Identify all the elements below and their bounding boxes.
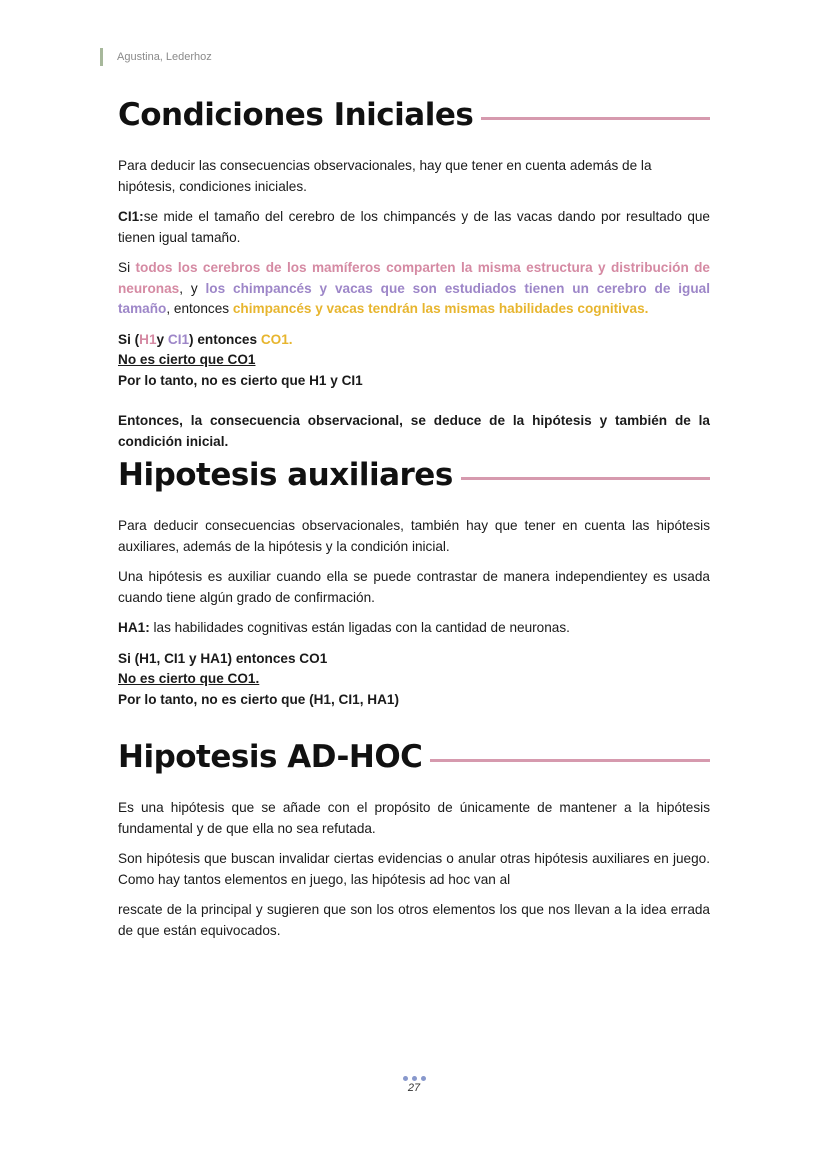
section-conclusion: Entonces, la consecuencia observacional, se deduce de la hipótesis y también de la condición inicial. bbox=[118, 413, 710, 449]
paragraph: Son hipótesis que buscan invalidar ciertas evidencias o anular otras hipótesis auxiliares en juego. Como hay tantos elementos en juego, las hipótesis ad hoc van al bbox=[118, 851, 710, 887]
colored-statement bbox=[118, 258, 710, 320]
dot bbox=[403, 1076, 408, 1081]
header-accent-bar bbox=[100, 48, 103, 66]
hypothesis-text: todos los cerebros de los mamíferos comparten la misma estructura y distribución de neuronas bbox=[118, 260, 710, 296]
section-divider bbox=[461, 477, 710, 480]
ci1-text: se mide el tamaño del cerebro de los chimpancés y de las vacas dando por resultado que tienen igual tamaño. bbox=[118, 209, 710, 245]
formula-line: Si (H1, CI1 y HA1) entonces CO1 bbox=[118, 650, 328, 666]
section-heading-adhoc bbox=[118, 740, 710, 774]
document-content bbox=[118, 98, 710, 941]
paragraph: Es una hipótesis que se añade con el propósito de únicamente de mantener a la hipótesis fundamental y de que ella no sea refutada. bbox=[118, 800, 710, 836]
ha1-label: HA1: bbox=[118, 620, 150, 636]
section-title: Hipotesis auxiliares bbox=[118, 457, 453, 494]
paragraph: Para deducir las consecuencias observacionales, hay que tener en cuenta además de la hipótesis, condiciones iniciales. bbox=[118, 158, 652, 194]
author-name: Agustina, Lederhoz bbox=[117, 51, 212, 63]
formula-negation: No es cierto que CO1 bbox=[118, 352, 256, 368]
section-heading-auxiliares bbox=[118, 458, 710, 492]
consequence-text: chimpancés y vacas tendrán las mismas habilidades cognitivas. bbox=[232, 301, 649, 317]
formula-h1: H1 bbox=[139, 331, 157, 347]
section-divider bbox=[481, 117, 710, 120]
page-footer bbox=[0, 1076, 828, 1094]
formula-conclusion: Por lo tanto, no es cierto que H1 y CI1 bbox=[118, 372, 363, 388]
formula-y: y bbox=[156, 331, 168, 347]
formula-co1: CO1. bbox=[260, 331, 293, 347]
formula-ci1: CI1 bbox=[167, 331, 190, 347]
ci1-label: CI1: bbox=[118, 209, 144, 225]
formula-si: Si ( bbox=[118, 331, 140, 347]
dot bbox=[421, 1076, 426, 1081]
section-title: Hipotesis AD-HOC bbox=[118, 739, 423, 776]
y-text: , y bbox=[179, 280, 206, 296]
paragraph: Una hipótesis es auxiliar cuando ella se puede contrastar de manera independientey es usada cuando tiene algún grado de confirmación. bbox=[118, 569, 710, 605]
page-header bbox=[100, 47, 212, 67]
ci1-paragraph bbox=[118, 207, 710, 248]
dot bbox=[412, 1076, 417, 1081]
paragraph: rescate de la principal y sugieren que son los otros elementos los que nos llevan a la idea errada de que están equivocados. bbox=[118, 902, 710, 938]
section-title: Condiciones Iniciales bbox=[118, 97, 474, 133]
footer-dots bbox=[0, 1076, 828, 1081]
formula-line bbox=[118, 330, 710, 351]
section-heading-condiciones bbox=[118, 98, 710, 132]
entonces-text: , entonces bbox=[166, 301, 233, 317]
ha1-text: las habilidades cognitivas están ligadas con la cantidad de neuronas. bbox=[149, 620, 570, 636]
formula-conclusion: Por lo tanto, no es cierto que (H1, CI1, HA1) bbox=[118, 691, 399, 707]
paragraph: Para deducir consecuencias observacionales, también hay que tener en cuenta las hipótesis auxiliares, además de la hipótesis y la condición inicial. bbox=[118, 518, 710, 554]
section-divider bbox=[430, 759, 710, 762]
formula-negation: No es cierto que CO1. bbox=[118, 671, 260, 687]
page-number: 27 bbox=[407, 1082, 421, 1094]
initial-condition-text: los chimpancés y vacas que son estudiados tienen un cerebro de igual tamaño bbox=[118, 280, 710, 317]
si-text: Si bbox=[118, 260, 136, 276]
formula-entonces: ) entonces bbox=[189, 331, 261, 347]
ha1-paragraph bbox=[118, 618, 710, 639]
